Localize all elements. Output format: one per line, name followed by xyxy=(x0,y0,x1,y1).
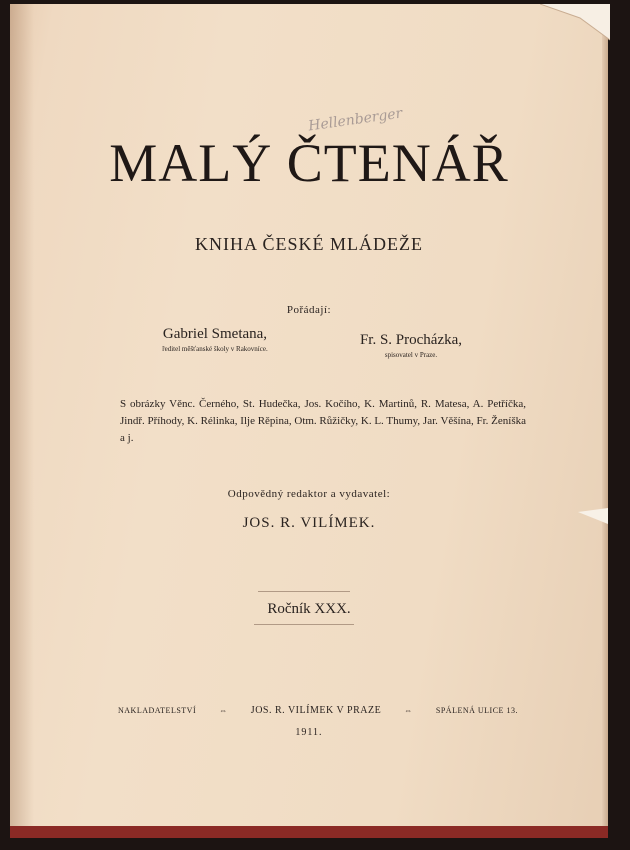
page-tear-mark xyxy=(578,508,608,524)
book-title-page xyxy=(10,4,608,838)
editor-1-name: Gabriel Smetana, xyxy=(162,326,268,342)
volume-rule-top xyxy=(258,591,350,592)
imprint-right: SPÁLENÁ ULICE 13. xyxy=(435,706,518,715)
publisher-name: JOS. R. VILÍMEK. xyxy=(242,515,376,531)
torn-corner-shape xyxy=(540,4,610,44)
publication-year: 1911. xyxy=(295,727,323,738)
editor-1 xyxy=(130,326,300,353)
imprint-middle: JOS. R. VILÍMEK V PRAZE xyxy=(250,705,382,716)
ornament-icon: ⇔ xyxy=(219,706,228,715)
imprint-left: NAKLADATELSTVÍ xyxy=(118,706,197,715)
editors-label: Pořádají: xyxy=(286,304,332,316)
illustrators-text: S obrázky Věnc. Černého, St. Hudečka, Jos. Kočího, K. Martinů, R. Matesa, A. Petříčka, Jindř. Příhody, K. Rélinka, Ilje Rěpina, Otm. Růžičky, K. L. Thumy, Jar. Věšína, Fr. Ženíška a j. xyxy=(120,398,526,444)
volume-label: Ročník XXX. xyxy=(267,601,351,617)
book-binding xyxy=(10,826,608,838)
imprint-line xyxy=(118,705,518,716)
book-subtitle: KNIHA ČESKÉ MLÁDEŽE xyxy=(195,234,423,254)
responsible-editor-label: Odpovědný redaktor a vydavatel: xyxy=(227,488,391,500)
handwritten-note: Hellenberger xyxy=(307,105,404,135)
page-gutter-shadow xyxy=(10,4,34,838)
editor-2-name: Fr. S. Procházka, xyxy=(359,332,463,348)
book-title: MALÝ ČTENÁŘ xyxy=(109,133,509,193)
editor-2-role: spisovatel v Praze. xyxy=(384,351,438,359)
ornament-icon: ⇔ xyxy=(404,706,413,715)
editor-1-role: ředitel měšťanské školy v Rakovníce. xyxy=(162,345,268,353)
volume-rule-bottom xyxy=(254,624,354,625)
editor-2 xyxy=(326,332,496,359)
